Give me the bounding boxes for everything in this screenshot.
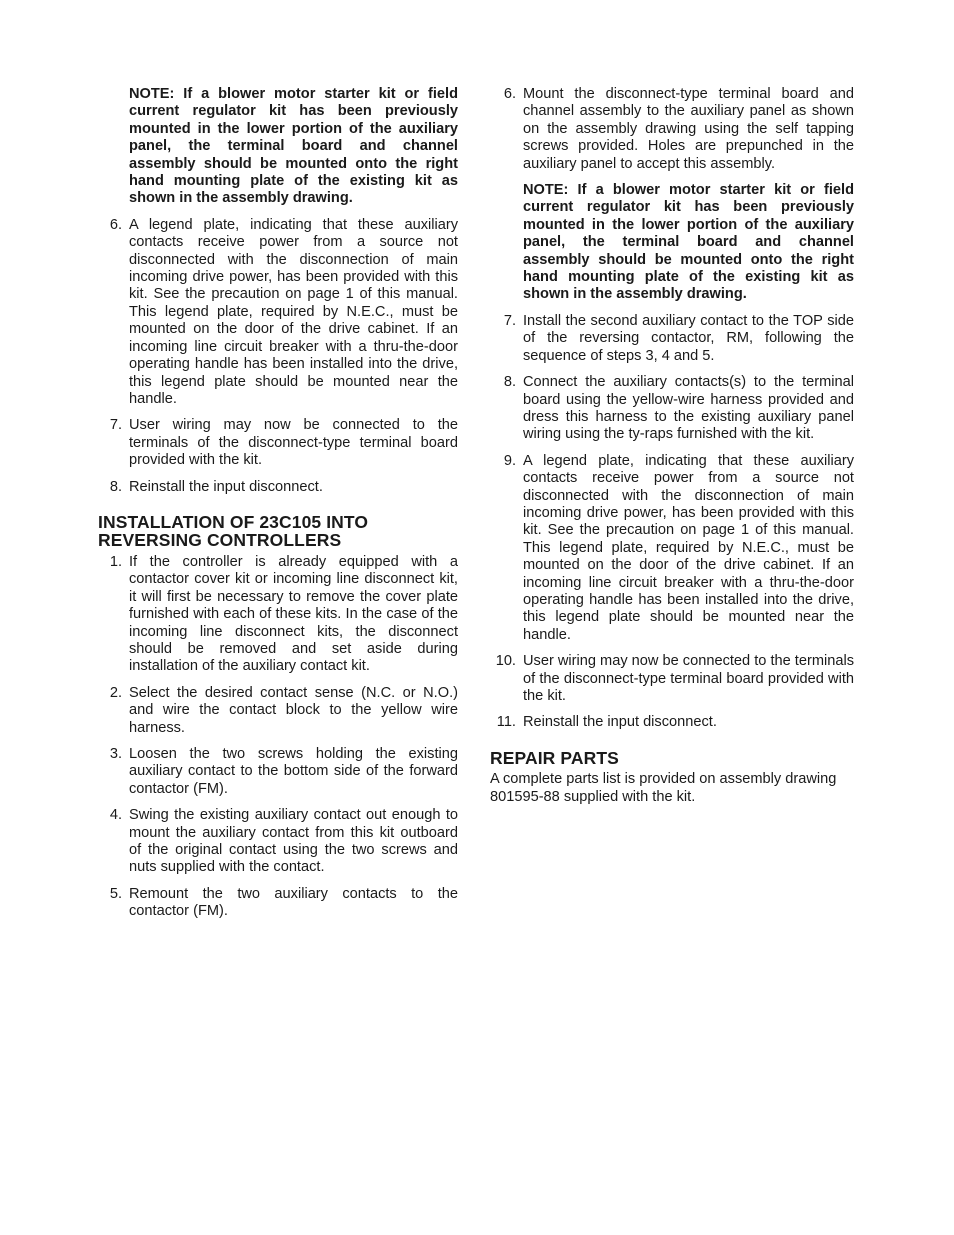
list-item (98, 746, 458, 798)
list-item (490, 653, 854, 705)
item-number: 7. (503, 312, 516, 329)
list-item (98, 685, 458, 737)
item-text: Mount the disconnect-type terminal board and channel assembly to the auxiliary panel as shown on the assembly drawing using the self tapping screws provided. Holes are prepunched in the auxiliary panel to accept this assembly. (523, 86, 854, 172)
item-text: Select the desired contact sense (N.C. or N.O.) and wire the contact block to the yellow wire harness. (129, 684, 458, 736)
list-item (98, 886, 458, 921)
item-text: A legend plate, indicating that these auxiliary contacts receive power from a source not disconnected with the disconnection of main incoming drive power, has been provided with this kit. See the precaution on page 1 of this manual. This legend plate, required by N.E.C., must be mounted on the door of the drive cabinet. If an incoming line circuit breaker with a thru-the-door operating handle has been installed into the drive, this legend plate should be mounted near the handle. (523, 452, 854, 643)
item-text: Swing the existing auxiliary contact out enough to mount the auxiliary contact from this kit outboard of the original contact using the two screws and nuts supplied with the contact. (129, 807, 458, 876)
list-item (98, 807, 458, 877)
list-item (98, 417, 458, 469)
repair-parts-paragraph: A complete parts list is provided on assembly drawing 801595-88 supplied with the kit. (490, 771, 837, 805)
item-text: User wiring may now be connected to the terminals of the disconnect-type terminal board provided with the kit. (129, 417, 458, 469)
item-text: Remount the two auxiliary contacts to the contactor (FM). (129, 885, 458, 920)
item-number: 8. (503, 374, 516, 391)
section-heading-installation: INSTALLATION OF 23C105 INTO REVERSING CONTROLLERS (98, 511, 369, 551)
left-column (98, 86, 458, 930)
item-number: 6. (503, 86, 516, 102)
list-item (98, 217, 458, 408)
item-text: If the controller is already equipped with a contactor cover kit or incoming line disconnect kit, it will first be necessary to remove the cover plate furnished with each of these kits. In the case of the incoming line disconnect kits, the disconnect should be removed and set aside during installation of the auxiliary contact kit. (129, 553, 458, 675)
item-number: 1. (109, 553, 122, 570)
item-text: A legend plate, indicating that these auxiliary contacts receive power from a source not disconnected with the disconnection of main incoming drive power, has been provided with this kit. See the precaution on page 1 of this manual. This legend plate, required by N.E.C., must be mounted on the door of the drive cabinet. If an incoming line circuit breaker with a thru-the-door operating handle has been installed into the drive, this legend plate should be mounted near the handle. (129, 216, 458, 407)
item-number: 6. (109, 216, 122, 233)
list-item (98, 554, 458, 676)
item-number: 5. (109, 885, 122, 902)
list-item (98, 479, 458, 496)
item-number: 4. (109, 807, 122, 824)
list-item (490, 313, 854, 365)
item-number: 8. (109, 478, 122, 495)
list-item (490, 86, 854, 173)
list-item (490, 453, 854, 644)
item-number: 9. (503, 452, 516, 469)
item-text: User wiring may now be connected to the terminals of the disconnect-type terminal board provided with the kit. (523, 653, 854, 704)
item-text: Connect the auxiliary contacts(s) to the terminal board using the yellow-wire harness provided and dress this harness to the existing auxiliary panel wiring using the ty-raps furnished with the kit. (523, 374, 854, 443)
item-number: 2. (109, 684, 122, 701)
note-right: NOTE: If a blower motor starter kit or field current regulator kit has been previously mounted in the lower portion of the auxiliary panel, the terminal board and channel assembly should be mounted onto the right hand mounting plate of the existing kit as shown in the assembly drawing. (523, 182, 854, 303)
list-item (490, 374, 854, 444)
item-text: Install the second auxiliary contact to the TOP side of the reversing contactor, RM, following the sequence of steps 3, 4 and 5. (523, 312, 854, 364)
item-number: 10. (495, 653, 516, 670)
item-number: 3. (109, 746, 122, 762)
item-text: Loosen the two screws holding the existing auxiliary contact to the bottom side of the forward contactor (FM). (129, 746, 458, 797)
item-text: Reinstall the input disconnect. (523, 714, 717, 731)
item-text: Reinstall the input disconnect. (129, 478, 323, 495)
item-number: 7. (109, 417, 122, 434)
right-column (490, 86, 854, 806)
item-number: 11. (496, 714, 516, 731)
section-heading-repair-parts: REPAIR PARTS (490, 747, 619, 768)
note-left: NOTE: If a blower motor starter kit or field current regulator kit has been previously mounted in the lower portion of the auxiliary panel, the terminal board and channel assembly should be mounted onto the right hand mounting plate of the existing kit as shown in the assembly drawing. (129, 86, 458, 207)
list-item (490, 714, 854, 731)
